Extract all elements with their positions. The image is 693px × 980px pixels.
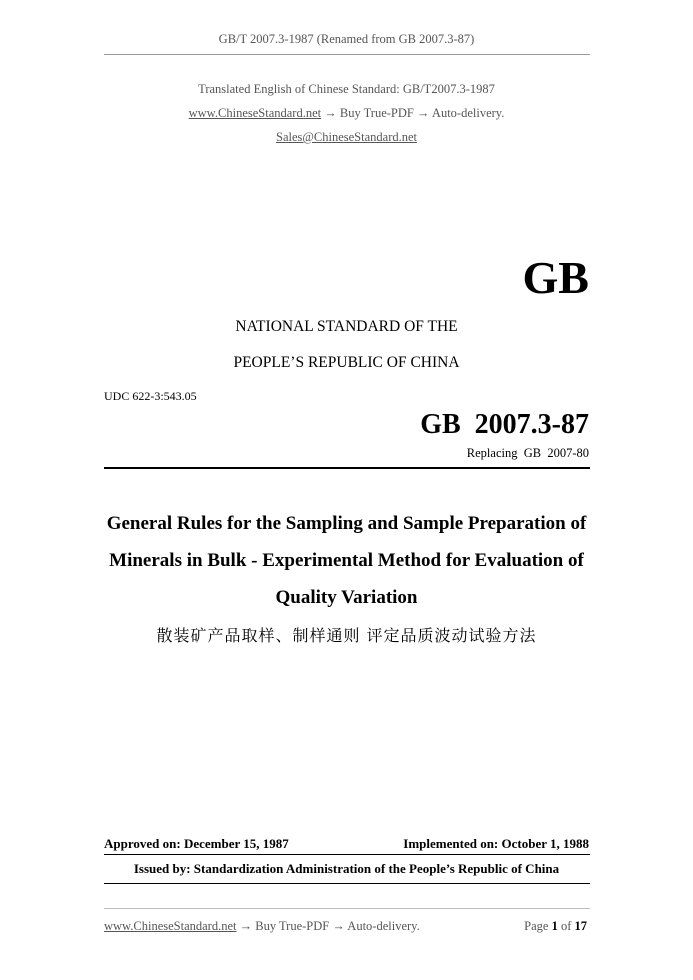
- page-label: Page: [524, 919, 552, 933]
- dates-divider: [104, 854, 590, 855]
- email-line: [0, 130, 693, 145]
- implemented-date: Implemented on: October 1, 1988: [403, 836, 589, 851]
- gb-logo: GB: [522, 252, 589, 303]
- replacing-standard: Replacing GB 2007-80: [466, 446, 589, 460]
- page-total: 17: [574, 919, 587, 933]
- national-standard-line2: PEOPLE’S REPUBLIC OF CHINA: [233, 354, 460, 371]
- approved-date: Approved on: December 15, 1987: [104, 836, 289, 851]
- title-divider: [104, 467, 590, 469]
- chinese-title: 散装矿产品取样、制样通则 评定品质波动试验方法: [156, 626, 537, 645]
- document-title-line2: Minerals in Bulk - Experimental Method for Evaluation of: [109, 550, 584, 571]
- issuer-divider: [104, 883, 590, 884]
- document-title-line1: General Rules for the Sampling and Sample Preparation of: [106, 513, 587, 534]
- footer-site-link[interactable]: www.ChineseStandard.net: [104, 919, 237, 933]
- footer-purchase-text: → Buy True-PDF → Auto-delivery.: [236, 919, 420, 933]
- standard-number: GB 2007.3-87: [420, 409, 589, 440]
- sales-email-link[interactable]: Sales@ChineseStandard.net: [276, 130, 417, 144]
- page-number: [524, 919, 587, 934]
- header-divider: [104, 54, 590, 55]
- issuing-authority: Issued by: Standardization Administration of the People’s Republic of China: [133, 861, 560, 876]
- page-of-label: of: [557, 919, 575, 933]
- document-title-line3: Quality Variation: [275, 587, 418, 608]
- purchase-notice-text: → Buy True-PDF → Auto-delivery.: [321, 106, 505, 120]
- footer-purchase-notice: [104, 919, 420, 934]
- national-standard-line1: NATIONAL STANDARD OF THE: [235, 318, 458, 335]
- site-link[interactable]: www.ChineseStandard.net: [188, 106, 322, 120]
- translation-notice: Translated English of Chinese Standard: GB/T2007.3-1987: [198, 82, 495, 96]
- page-current: 1: [551, 919, 558, 933]
- running-header: GB/T 2007.3-1987 (Renamed from GB 2007.3-87): [218, 32, 475, 46]
- purchase-notice: [0, 106, 693, 121]
- udc-code: UDC 622-3:543.05: [104, 389, 197, 403]
- footer-divider: [104, 908, 590, 909]
